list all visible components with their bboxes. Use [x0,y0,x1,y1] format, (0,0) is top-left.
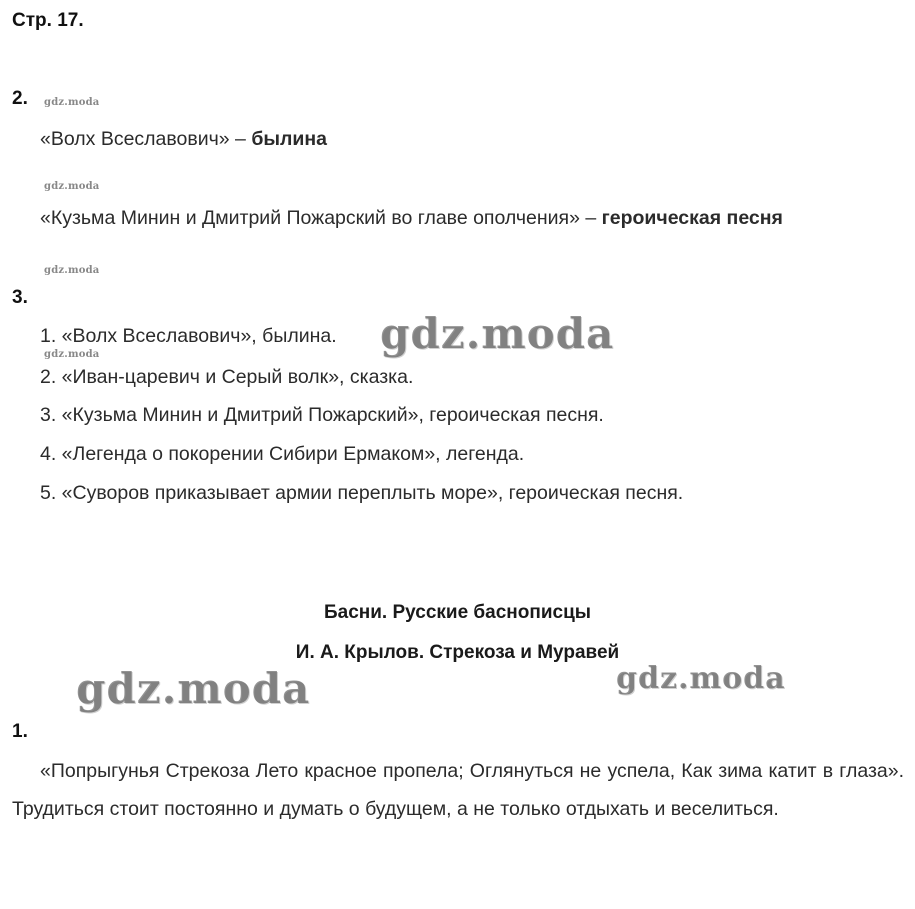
watermark-small: gdz.moda [44,181,100,192]
watermark-large: gdz.moda [76,664,311,713]
task-3-list-item-5: 5. «Суворов приказывает армии переплыть море», героическая песня. [40,482,684,504]
watermark-small: gdz.moda [44,265,100,276]
watermark-small: gdz.moda [44,97,100,108]
watermark-small: gdz.moda [44,349,100,360]
task-1-number: 1. [12,721,28,742]
task-1-paragraph: «Попрыгунья Стрекоза Лето красное пропела; Оглянуться не успела, Как зима катит в глаза». Трудиться стоит постоянно и думать о будущем, а не только отдыхать и веселиться. [12,760,904,820]
watermark-large: gdz.moda [380,309,615,358]
task-2-item-1-genre: былина [251,128,328,150]
task-2-item-2-text: «Кузьма Минин и Дмитрий Пожарский во главе ополчения» – [40,207,602,229]
watermark-medium: gdz.moda [616,661,786,696]
task-3-number: 3. [12,287,28,308]
task-3-list-item-4: 4. «Легенда о покорении Сибири Ермаком», легенда. [40,443,525,465]
task-2-number: 2. [12,88,28,109]
section-title: Басни. Русские баснописцы [323,602,592,623]
task-3-list-item-2: 2. «Иван-царевич и Серый волк», сказка. [40,366,414,388]
task-2-item-1-text: «Волх Всеславович» – [40,128,252,150]
task-2-item-1 [40,128,327,151]
page-reference: Стр. 17. [12,10,84,31]
task-3-list-item-1: 1. «Волх Всеславович», былина. [40,325,337,347]
task-2-item-2-genre: героическая песня [601,207,783,229]
task-2-item-2 [40,207,783,230]
section-subtitle: И. А. Крылов. Стрекоза и Муравей [295,642,620,663]
task-3-list-item-3: 3. «Кузьма Минин и Дмитрий Пожарский», героическая песня. [40,404,604,426]
